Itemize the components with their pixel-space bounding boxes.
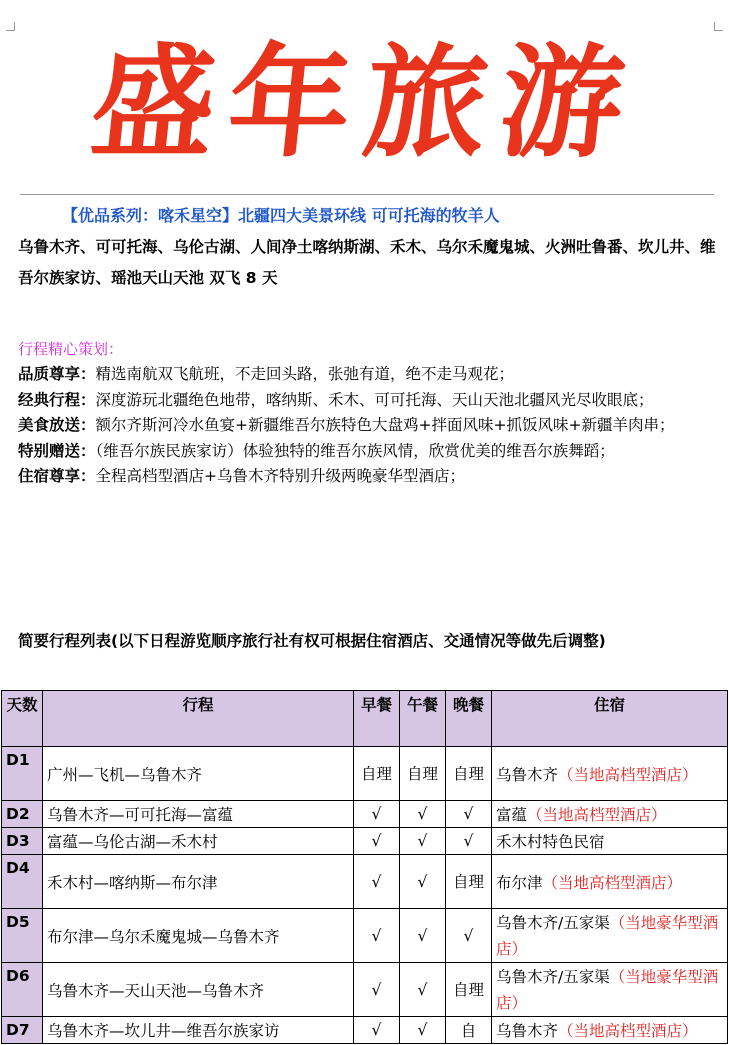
header-day: 天数: [2, 691, 43, 747]
breakfast-cell: 自理: [354, 747, 400, 801]
hotel-name: 禾木村特色民宿: [496, 833, 605, 851]
lunch-cell: √: [400, 963, 446, 1017]
header-route: 行程: [43, 691, 354, 747]
dinner-cell: 自: [446, 1017, 492, 1044]
breakfast-cell: √: [354, 855, 400, 909]
lunch-cell: 自理: [400, 747, 446, 801]
feature-item: [18, 362, 718, 388]
hotel-note: （当地高档型酒店）: [558, 765, 698, 784]
table-row: [2, 909, 728, 963]
table-row: [2, 747, 728, 801]
table-row: [2, 801, 728, 828]
brand-logo: [0, 22, 729, 192]
route-cell: 乌鲁木齐—天山天池—乌鲁木齐: [43, 963, 354, 1017]
table-row: [2, 963, 728, 1017]
hotel-note: （当地豪华型酒店）: [496, 913, 719, 958]
breakfast-cell: √: [354, 828, 400, 855]
day-cell: D2: [2, 801, 43, 828]
lunch-cell: √: [400, 1017, 446, 1044]
divider: [20, 194, 714, 195]
plan-heading: 行程精心策划：: [18, 340, 124, 358]
hotel-cell: [492, 909, 728, 963]
breakfast-cell: √: [354, 963, 400, 1017]
hotel-name: 富蕴: [496, 806, 528, 824]
feature-text: 额尔齐斯河冷水鱼宴+新疆维吾尔族特色大盘鸡+拌面风味+抓饭风味+新疆羊肉串；: [95, 416, 675, 434]
tour-route-summary: 乌鲁木齐、可可托海、乌伦古湖、人间净土喀纳斯湖、禾木、乌尔禾魔鬼城、火洲吐鲁番、坎儿井、维吾尔族家访、瑶池天山天池 双飞 8 天: [18, 238, 716, 287]
lunch-cell: √: [400, 909, 446, 963]
feature-key: 美食放送：: [18, 416, 96, 434]
feature-text: 精选南航双飞航班，不走回头路，张弛有道，绝不走马观花；: [95, 365, 515, 383]
table-row: [2, 855, 728, 909]
dinner-cell: √: [446, 828, 492, 855]
feature-key: 经典行程：: [18, 390, 96, 409]
header-dinner: 晚餐: [446, 691, 492, 747]
dinner-cell: 自理: [446, 747, 492, 801]
header-lunch: 午餐: [400, 691, 446, 747]
hotel-name: 乌鲁木齐: [496, 765, 559, 784]
route-cell: 乌鲁木齐—坎儿井—维吾尔族家访: [43, 1017, 354, 1044]
hotel-name: 乌鲁木齐: [496, 1022, 559, 1040]
hotel-note: （当地豪华型酒店）: [496, 967, 719, 1012]
feature-item: [18, 388, 718, 414]
tour-title: 【优品系列：喀禾星空】北疆四大美景环线 可可托海的牧羊人: [62, 206, 500, 225]
itinerary-table: [1, 690, 728, 1044]
dinner-cell: 自理: [446, 963, 492, 1017]
header-breakfast: 早餐: [354, 691, 400, 747]
feature-text: 深度游玩北疆绝色地带，喀纳斯、禾木、可可托海、天山天池北疆风光尽收眼底；: [95, 390, 654, 409]
feature-item: [18, 413, 718, 439]
day-cell: D5: [2, 909, 43, 963]
dinner-cell: √: [446, 801, 492, 828]
hotel-name: 乌鲁木齐/五家渠: [496, 913, 610, 932]
brand-logo-text: 盛年旅游: [84, 30, 645, 174]
route-cell: 乌鲁木齐—可可托海—富蕴: [43, 801, 354, 828]
dinner-cell: 自理: [446, 855, 492, 909]
breakfast-cell: √: [354, 801, 400, 828]
route-cell: 广州—飞机—乌鲁木齐: [43, 747, 354, 801]
day-cell: D4: [2, 855, 43, 909]
route-cell: 布尔津—乌尔禾魔鬼城—乌鲁木齐: [43, 909, 354, 963]
hotel-note: （当地高档型酒店）: [542, 873, 683, 892]
hotel-cell: [492, 828, 728, 855]
hotel-cell: [492, 963, 728, 1017]
hotel-cell: [492, 747, 728, 801]
table-row: [2, 828, 728, 855]
day-cell: D6: [2, 963, 43, 1017]
brief-itinerary-heading: 简要行程列表(以下日程游览顺序旅行社有权可根据住宿酒店、交通情况等做先后调整): [18, 632, 606, 650]
hotel-note: （当地高档型酒店）: [527, 806, 667, 824]
day-cell: D3: [2, 828, 43, 855]
feature-key: 特别赠送：: [18, 441, 96, 460]
feature-key: 住宿尊享：: [18, 467, 96, 485]
feature-text: （维吾尔族民族家访）体验独特的维吾尔族风情，欣赏优美的维吾尔族舞蹈；: [95, 441, 615, 460]
feature-item: [18, 439, 718, 465]
hotel-name: 布尔津: [496, 873, 543, 892]
dinner-cell: √: [446, 909, 492, 963]
day-cell: D7: [2, 1017, 43, 1044]
day-cell: D1: [2, 747, 43, 801]
hotel-cell: [492, 801, 728, 828]
feature-key: 品质尊享：: [18, 365, 96, 383]
table-header-row: [2, 691, 728, 747]
breakfast-cell: √: [354, 909, 400, 963]
lunch-cell: √: [400, 855, 446, 909]
feature-text: 全程高档型酒店+乌鲁木齐特别升级两晚豪华型酒店；: [95, 467, 466, 485]
header-hotel: 住宿: [492, 691, 728, 747]
table-row: [2, 1017, 728, 1044]
breakfast-cell: √: [354, 1017, 400, 1044]
hotel-name: 乌鲁木齐/五家渠: [496, 967, 610, 986]
lunch-cell: √: [400, 801, 446, 828]
route-cell: 禾木村—喀纳斯—布尔津: [43, 855, 354, 909]
feature-list: [18, 362, 718, 490]
hotel-cell: [492, 1017, 728, 1044]
feature-item: [18, 464, 718, 490]
route-cell: 富蕴—乌伦古湖—禾木村: [43, 828, 354, 855]
hotel-cell: [492, 855, 728, 909]
hotel-note: （当地高档型酒店）: [558, 1022, 698, 1040]
lunch-cell: √: [400, 828, 446, 855]
